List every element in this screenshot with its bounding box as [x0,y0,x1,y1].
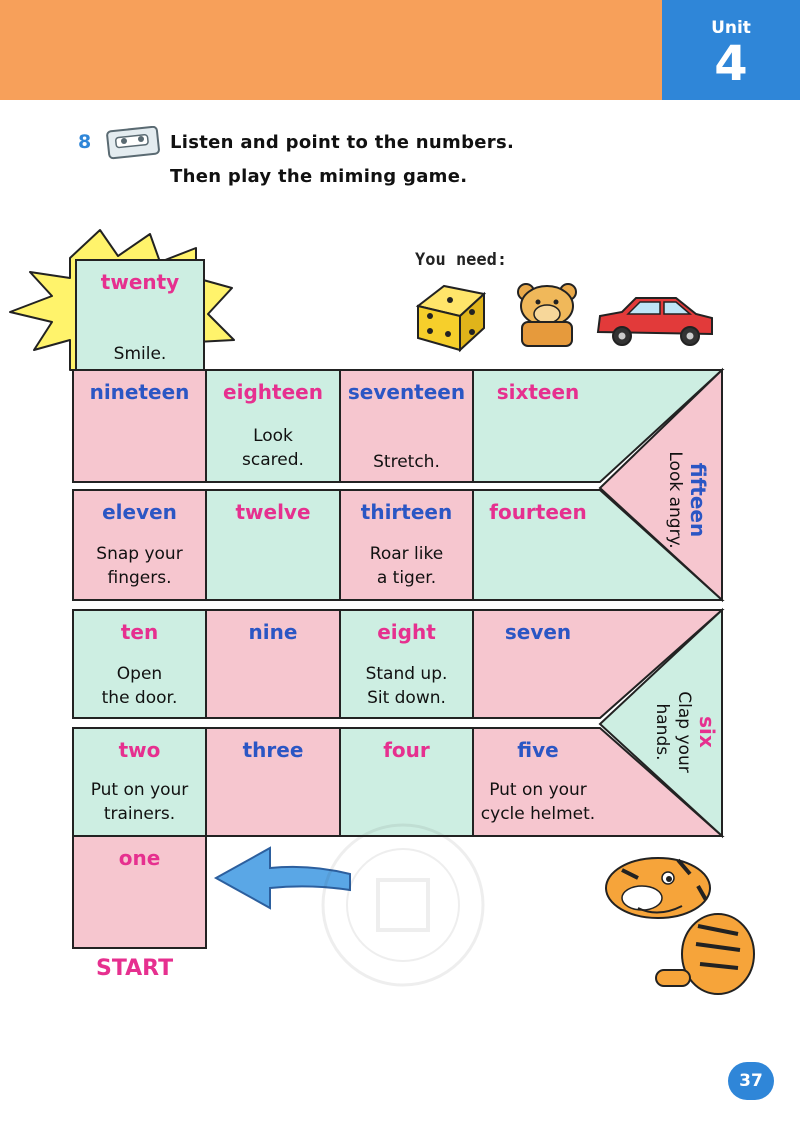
cell-number: seventeen [347,380,466,404]
cell-number: three [242,738,304,762]
cell-number: sixteen [496,380,580,404]
page-number: 37 [728,1062,774,1100]
cell-five [473,728,603,836]
cell-nine [206,610,340,718]
cell-seven [473,610,603,718]
tiger-illustration [598,846,778,996]
cell-number: fourteen [489,500,587,524]
cell-number: thirteen [360,500,453,524]
cell-number: one [118,846,161,870]
cell-action: Smile. [113,344,167,364]
cell-number: seven [504,620,572,644]
cell-action: Stretch. [373,452,440,472]
instruction-line-2: Then play the miming game. [170,166,468,187]
cell-number: five [517,738,559,762]
cell-three [206,728,340,836]
cell-one [73,836,206,948]
cell-number: twenty [100,270,180,294]
unit-number: 4 [714,36,748,92]
exercise-number: 8 [78,131,92,153]
cell-action: Clap your hands. [652,691,694,773]
unit-label: Unit [711,18,751,38]
instruction-line-1: Listen and point to the numbers. [170,132,515,153]
cell-action: Put on your trainers. [90,780,189,824]
cell-number: two [118,738,161,762]
cell-number: four [383,738,430,762]
cell-eleven [73,490,206,600]
cell-seventeen [340,370,473,482]
cell-eighteen [206,370,340,482]
cell-eight [340,610,473,718]
cell-two [73,728,206,836]
cell-action: Look scared. [242,426,304,470]
cell-thirteen [340,490,473,600]
cell-ten [73,610,206,718]
cell-fifteen [650,420,710,580]
you-need-label: You need: [415,250,508,270]
cell-action: Stand up. Sit down. [365,664,448,708]
start-label: START [96,956,174,981]
cell-nineteen [73,370,206,482]
cell-action: Put on your cycle helmet. [480,780,596,824]
cell-number: eighteen [223,380,323,404]
publisher-seal [318,820,488,990]
cell-number: twelve [235,500,311,524]
cell-number: ten [120,620,159,644]
cell-six [643,647,719,817]
cell-number: nineteen [89,380,190,404]
cell-number: fifteen [686,462,710,538]
cell-twelve [206,490,340,600]
cell-action: Snap your fingers. [96,544,183,588]
cell-sixteen [473,370,603,482]
cell-number: eight [377,620,436,644]
cell-number: eleven [102,500,177,524]
cell-action: Look angry. [665,451,685,549]
cell-number: nine [248,620,298,644]
cell-number: six [695,716,719,748]
cell-four [340,728,473,836]
cell-fourteen [473,490,603,600]
cell-twenty [76,260,204,370]
cell-action: Roar like a tiger. [369,544,444,588]
cell-action: Open the door. [101,664,178,708]
